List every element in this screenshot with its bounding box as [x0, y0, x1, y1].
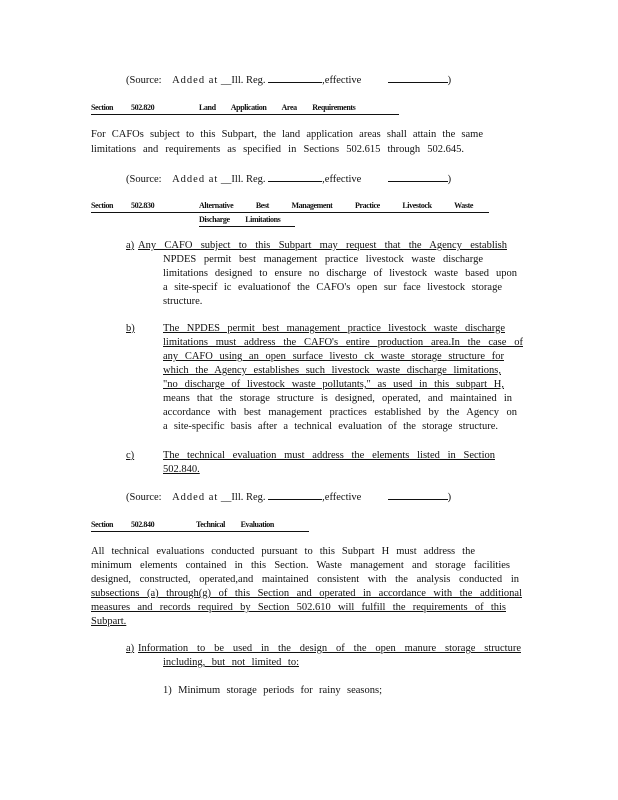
item-label-a: a) — [126, 643, 135, 654]
item-a-line: NPDES permit best management practice livestock waste discharge — [163, 254, 483, 265]
item-a-1-line: 1) Minimum storage periods for rainy seasons; — [163, 685, 382, 696]
section-underline — [91, 212, 489, 213]
effective-date-blank — [388, 172, 448, 182]
register-volume-blank — [268, 172, 322, 182]
section-underline — [91, 114, 399, 115]
item-c-line: 502.840. — [163, 464, 200, 475]
source-line: (Source: Added at __Ill. Reg. ,effective ) — [126, 492, 452, 503]
section-number: 502.820 — [131, 103, 155, 112]
section-title: Technical Evaluation — [196, 520, 274, 529]
source-reg: Ill. Reg. — [231, 174, 266, 185]
item-a-line: Any CAFO subject to this Subpart may request that the Agency establish — [138, 240, 507, 251]
source-line: (Source: Added at __Ill. Reg. ,effective ) — [126, 75, 452, 86]
section-label: Section — [91, 201, 114, 210]
body-line: designed, constructed, operated,and maintained consistent with the analysis conducted in — [91, 574, 519, 585]
source-reg: Ill. Reg. — [231, 492, 266, 503]
body-line: minimum elements contained in this Section. Waste management and storage facilities — [91, 560, 510, 571]
section-label: Section — [91, 520, 114, 529]
item-b-line: means that the storage structure is designed, operated, and maintained in — [163, 393, 512, 404]
body-line: All technical evaluations conducted pursuant to this Subpart H must address the — [91, 546, 475, 557]
source-reg: Ill. Reg. — [231, 75, 266, 86]
source-prefix: (Source: — [126, 174, 162, 185]
section-title-line1: Alternative Best Management Practice Livestock Waste — [199, 201, 474, 210]
source-added-at: Added at — [172, 492, 219, 503]
section-label: Section — [91, 103, 114, 112]
section-underline — [199, 226, 295, 227]
item-b-line: a site-specific basis after a technical evaluation of the storage structure. — [163, 421, 498, 432]
register-volume-blank — [268, 73, 322, 83]
body-line: measures and records required by Section 502.610 will fulfill the requirements of this — [91, 602, 506, 613]
item-label-c: c) — [126, 450, 135, 461]
item-b-line: accordance with best management practices established by the Agency on — [163, 407, 517, 418]
source-effective: ,effective — [322, 492, 362, 503]
register-volume-blank — [268, 490, 322, 500]
body-line: limitations and requirements as specified in Sections 502.615 through 502.645. — [91, 144, 464, 155]
source-effective: ,effective — [322, 75, 362, 86]
source-effective: ,effective — [322, 174, 362, 185]
item-b-line: which the Agency establishes such livestock waste discharge limitations, — [163, 365, 501, 376]
body-line: Subpart. — [91, 616, 127, 627]
source-added-at: Added at — [172, 174, 219, 185]
item-b-line: "no discharge of livestock waste pollutants," as used in this subpart H, — [163, 379, 504, 390]
item-b-line: limitations must address the CAFO's entire production area.In the case of — [163, 337, 523, 348]
item-label-b: b) — [126, 323, 135, 334]
source-suffix: ) — [447, 174, 452, 185]
effective-date-blank — [388, 490, 448, 500]
source-suffix: ) — [447, 492, 452, 503]
item-c-line: The technical evaluation must address the elements listed in Section — [163, 450, 495, 461]
body-line: For CAFOs subject to this Subpart, the land application areas shall attain the same — [91, 129, 483, 140]
section-underline — [91, 531, 309, 532]
source-line: (Source: Added at __Ill. Reg. ,effective ) — [126, 174, 452, 185]
section-number: 502.830 — [131, 201, 155, 210]
item-a-line: a site-specif ic evaluationof the CAFO's open sur face livestock storage — [163, 282, 502, 293]
item-a-line: structure. — [163, 296, 203, 307]
source-prefix: (Source: — [126, 75, 162, 86]
item-a-line: including, but not limited to: — [163, 657, 299, 668]
source-suffix: ) — [447, 75, 452, 86]
section-number: 502.840 — [131, 520, 155, 529]
item-a-line: Information to be used in the design of the open manure storage structure — [138, 643, 521, 654]
source-prefix: (Source: — [126, 492, 162, 503]
effective-date-blank — [388, 73, 448, 83]
item-b-line: The NPDES permit best management practice livestock waste discharge — [163, 323, 505, 334]
section-title: Land Application Area Requirements — [199, 103, 356, 112]
source-added-at: Added at — [172, 75, 219, 86]
item-label-a: a) — [126, 240, 135, 251]
section-title-line2: Discharge Limitations — [199, 215, 281, 224]
item-b-line: any CAFO using an open surface livesto ck waste storage structure for — [163, 351, 504, 362]
body-line: subsections (a) through(g) of this Section and operated in accordance with the additional — [91, 588, 522, 599]
item-a-line: limitations designed to ensure no discharge of livestock waste based upon — [163, 268, 517, 279]
